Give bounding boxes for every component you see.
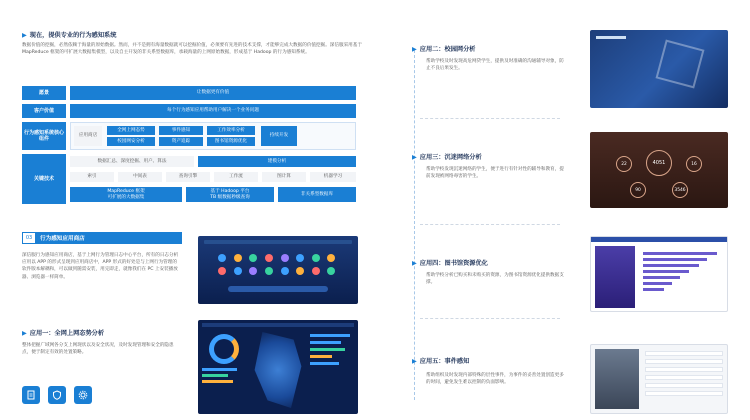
store-title: 行为感知应用商店 — [36, 232, 182, 244]
app3-screenshot — [590, 132, 728, 208]
divider — [420, 118, 560, 119]
timeline-line — [414, 50, 415, 400]
app1-screenshot — [198, 320, 358, 414]
tech-nosql: 非关系型数据库 — [278, 187, 356, 202]
tech-index: 索引 — [70, 172, 114, 182]
doc-icon — [22, 386, 40, 404]
app4-screenshot — [590, 236, 728, 312]
vision-label: 愿景 — [22, 86, 66, 100]
store-num: 03 — [22, 232, 36, 244]
app2-paragraph: 帮助学校及时发现高危网贷学生，提供及时准确的沟通辅导对象，防止不良后果发生。 — [426, 59, 564, 72]
app1-title-text: 应用一：全网上网态势分析 — [29, 330, 105, 337]
store-topbar — [204, 240, 352, 244]
tech-middle-table: 中间表 — [118, 172, 162, 182]
store-search-bar — [228, 286, 328, 292]
app1-paragraph: 整体把握广域网各分支上网现状以及安全状况，及时发现管理和安全的隐患点，便于制定有效的处置策略。 — [22, 343, 174, 356]
screen-stat-4: 90 — [630, 182, 646, 198]
ongoing-dev: 持续开发 — [261, 126, 297, 146]
intro-title-text: 现在，提供专业的行为感知系统 — [29, 32, 117, 39]
screen-topbar — [591, 237, 727, 242]
screen-list — [645, 351, 723, 396]
arrow-icon: ▶ — [412, 154, 417, 161]
app3-title-text: 应用三：沉迷网络分析 — [419, 154, 482, 161]
customer-value-content: 每个行为感知应用帮助用户解决一个业务问题 — [70, 104, 356, 118]
tech-row1-right: 建模分析 — [198, 156, 356, 167]
screen-logo-bar — [596, 36, 626, 39]
app4-title-text: 应用四：图书馆资源优化 — [419, 260, 488, 267]
tech-hadoop: 基于 Hadoop 平台 TB 级数据秒级查询 — [186, 187, 274, 202]
app5-title-text: 应用五：事件感知 — [419, 358, 470, 365]
store-paragraph: 深信服行为感知应用商店，基于上网行为管理日志中心平台，所有的日志分析应用以 APP 的形式呈现到应用商店中，APP 形式的好处是与上网行为管理的软件版本解耦和，可以做到随需安装，用完即走，就像我们在 PC 上安装播放器、浏览器一样简单。 — [22, 253, 179, 280]
screen-window — [656, 40, 705, 89]
tech-ml: 机器学习 — [310, 172, 356, 182]
app-chip-1: 全网上网态势 — [107, 126, 155, 135]
tech-row1-left: 数据汇总、深度挖掘、用户、算法 — [70, 156, 194, 167]
arrow-icon: ▶ — [22, 32, 27, 39]
core-component-label: 行为感知系统核心组件 — [22, 122, 66, 150]
app3-paragraph: 帮助学校发现沉迷网络的学生，便于进行有针对性的辅导和教育，提前发现被网络毒害的学生。 — [426, 167, 564, 180]
app4-title — [412, 258, 488, 267]
screen-side-chart — [595, 246, 635, 308]
app-chip-5: 资产追踪 — [159, 137, 203, 146]
gear-icon — [74, 386, 92, 404]
app2-screenshot — [590, 30, 728, 108]
dash-left-panel — [202, 330, 246, 410]
app-chip-2: 事件感知 — [159, 126, 203, 135]
app4-paragraph: 帮助学校分析已购买和未购买的资源，为图书馆资源优化提供数据支撑。 — [426, 273, 564, 286]
dash-right-panel — [310, 330, 354, 410]
tech-mapreduce: MapReduce 框架 可扩展的大数据集 — [70, 187, 182, 202]
intro-paragraph: 数据价值的挖掘，必然依赖于海量的原始数据。然而，并不是拥有海量数据就可以挖掘价值，必须要有先进的技术支撑，才能够完成大数据的价值挖掘。深信服采用基于 MapReduce 框架的可扩展大数据集模型，以及自主开发的非关系型数据库，承载海量的上网原始数据，形成基于 Hadoop 的行为感知系统。 — [22, 43, 362, 56]
screen-stat-1: 22 — [616, 156, 632, 172]
architecture-diagram — [22, 86, 356, 204]
arrow-icon: ▶ — [412, 260, 417, 267]
app-chip-6: 图书馆资源优化 — [207, 137, 255, 146]
screen-stat-3: 16 — [686, 156, 702, 172]
dash-topbar — [202, 323, 354, 327]
arrow-icon: ▶ — [412, 46, 417, 53]
arrow-icon: ▶ — [22, 330, 27, 337]
shield-icon — [48, 386, 66, 404]
dash-map — [252, 332, 304, 408]
app-store-screenshot — [198, 236, 358, 304]
tech-workflow: 工作流 — [214, 172, 258, 182]
store-app-grid — [218, 254, 338, 275]
customer-value-label: 客户价值 — [22, 104, 66, 118]
app5-paragraph: 帮助组织及时发现内部特殊的层性事件，为事件的妥善处置创造更多的时间，避免发生难以控制的负面影响。 — [426, 373, 564, 386]
key-tech-label: 关键技术 — [22, 154, 66, 204]
app1-title — [22, 328, 104, 337]
intro-title — [22, 30, 116, 39]
app5-title — [412, 356, 469, 365]
tech-graph: 图计算 — [262, 172, 306, 182]
app-chip-4: 校园网安分析 — [107, 137, 155, 146]
app3-title — [412, 152, 482, 161]
icon-row — [22, 386, 92, 404]
screen-bars — [643, 249, 723, 294]
store-header — [22, 232, 182, 244]
app2-title — [412, 44, 475, 53]
vision-content: 让数据更有价值 — [70, 86, 356, 100]
app-chip-3: 工作效率分析 — [207, 126, 255, 135]
app2-title-text: 应用二：校园网分析 — [419, 46, 476, 53]
divider — [420, 318, 560, 319]
tech-query-engine: 查询引擎 — [166, 172, 210, 182]
screen-stat-5: 3546 — [672, 182, 688, 198]
arrow-icon: ▶ — [412, 358, 417, 365]
screen-stat-2: 4051 — [646, 150, 672, 176]
app5-screenshot — [590, 344, 728, 414]
divider — [420, 224, 560, 225]
app-store-panel — [70, 122, 356, 150]
app-store-label: 应用商店 — [74, 126, 102, 146]
screen-photo — [595, 349, 639, 409]
